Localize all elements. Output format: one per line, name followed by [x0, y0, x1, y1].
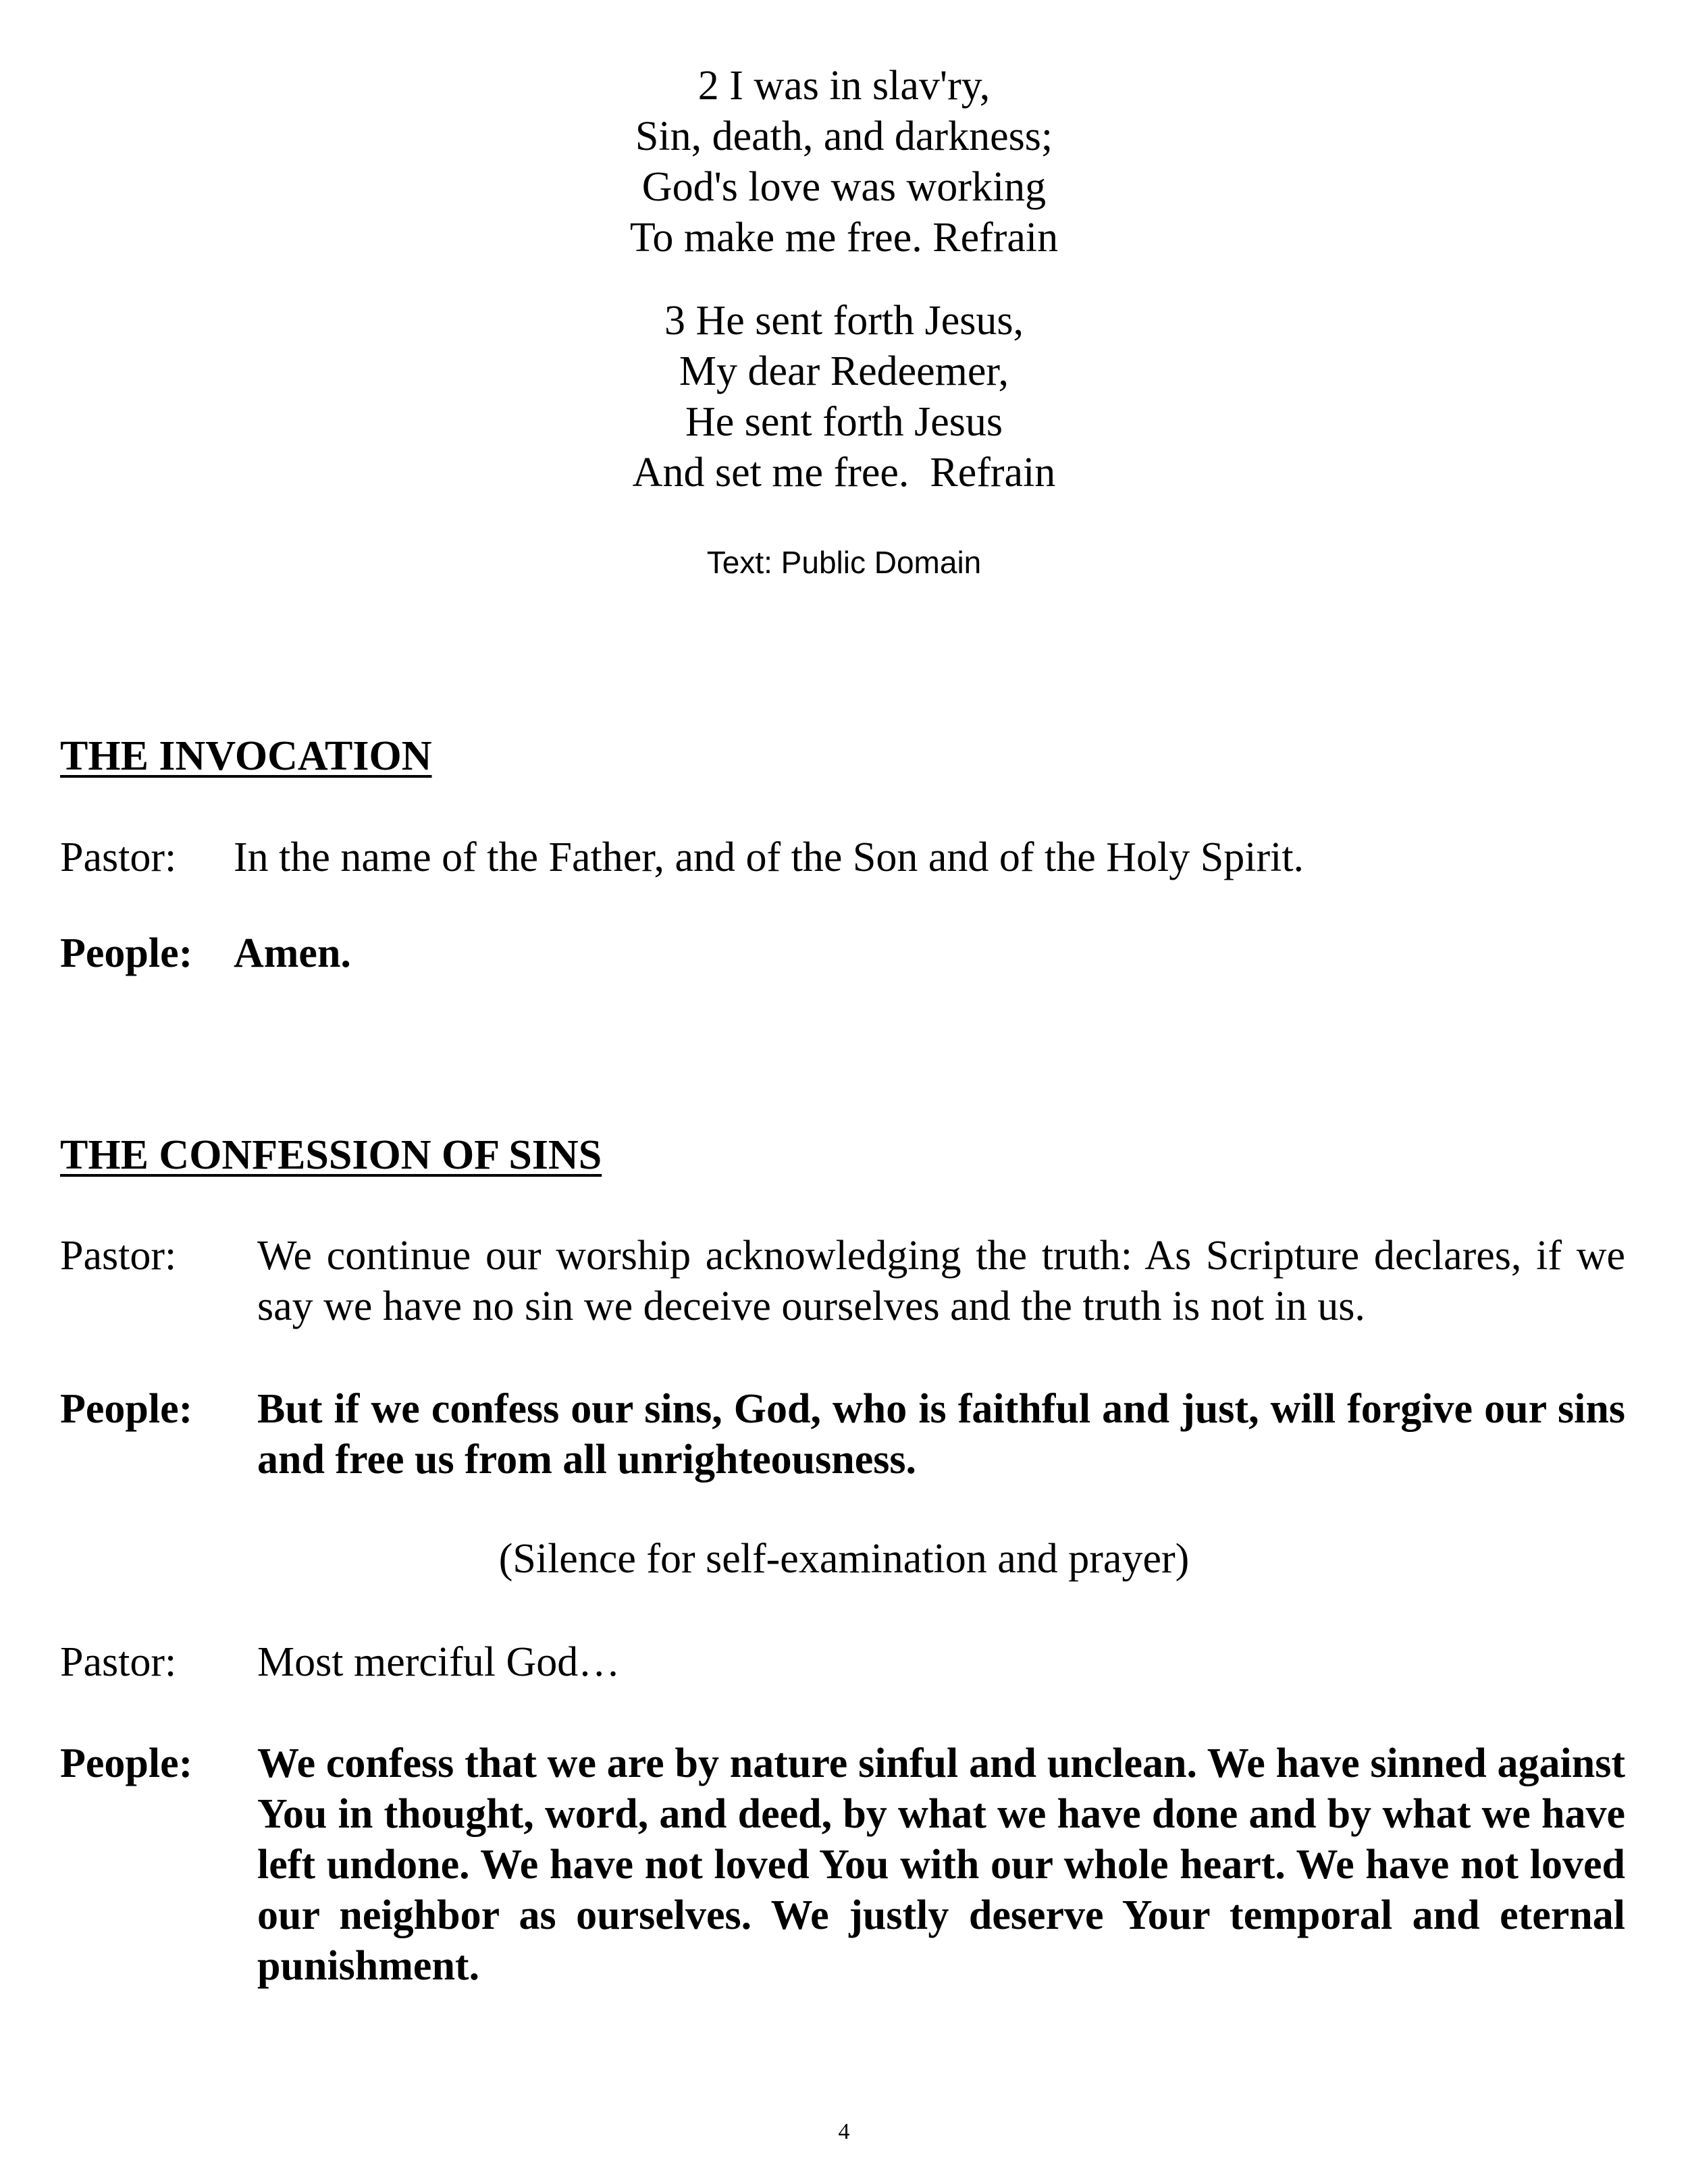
- speaker-label: Pastor:: [60, 834, 177, 880]
- speaker-label: People:: [60, 1740, 193, 1786]
- speaker-label: Pastor:: [60, 1639, 177, 1685]
- pastor-text: We continue our worship acknowledging the truth: As Scripture declares, if we say we have no sin we deceive ourselves and the truth is not in us.: [257, 1233, 1625, 1329]
- hymn-line: My dear Redeemer,: [679, 348, 1009, 394]
- hymn-line: 3 He sent forth Jesus,: [664, 298, 1024, 344]
- confession-heading: THE CONFESSION OF SINS: [60, 1132, 602, 1178]
- hymn-stanza-2: [0, 61, 1688, 263]
- pastor-text: Most merciful God…: [257, 1639, 621, 1685]
- hymn-line: Sin, death, and darkness;: [635, 113, 1053, 159]
- hymn-line: And set me free. Refrain: [632, 450, 1056, 496]
- page-number: 4: [838, 2119, 850, 2144]
- pastor-text: In the name of the Father, and of the Son and of the Holy Spirit.: [234, 834, 1304, 880]
- speaker-label: People:: [60, 1386, 193, 1432]
- people-text: But if we confess our sins, God, who is faithful and just, will forgive our sins and free us from all unrighteousness.: [257, 1386, 1625, 1483]
- invocation-heading: THE INVOCATION: [60, 733, 432, 779]
- people-text: We confess that we are by nature sinful and unclean. We have sinned against You in thought, word, and deed, by what we have done and by what we have left undone. We have not loved You with our whole heart. We have not loved our neighbor as ourselves. We justly deserve Your temporal and eternal punishment.: [257, 1740, 1625, 1989]
- speaker-label: People:: [60, 930, 193, 976]
- hymn-credit: Text: Public Domain: [706, 545, 982, 580]
- hymn-line: God's love was working: [641, 164, 1047, 210]
- people-text: Amen.: [234, 930, 351, 976]
- silence-rubric: (Silence for self-examination and prayer): [498, 1536, 1190, 1582]
- hymn-line: 2 I was in slav'ry,: [697, 63, 991, 109]
- hymn-line: To make me free. Refrain: [629, 215, 1059, 261]
- hymn-line: He sent forth Jesus: [685, 399, 1003, 445]
- hymn-stanza-3: [0, 296, 1688, 498]
- speaker-label: Pastor:: [60, 1233, 177, 1279]
